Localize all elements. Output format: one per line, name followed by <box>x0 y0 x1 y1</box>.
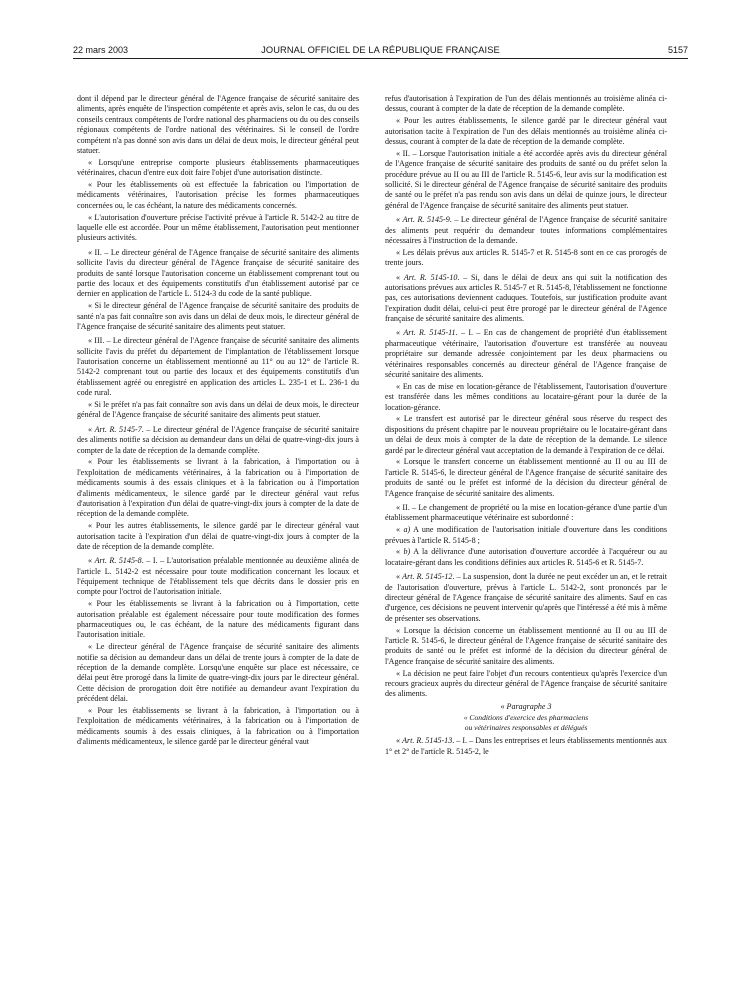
text-run: « L'autorisation d'ouverture précise l'activité prévue à l'article R. 5142-2 au titre de laquelle elle est accordée. Pour un même établissement, l'autorisation peut mentionner plusieurs activités. <box>77 212 359 243</box>
paragraph <box>385 736 667 757</box>
paragraph <box>77 301 359 332</box>
text-run: « <box>396 572 403 582</box>
paragraph <box>385 547 667 568</box>
italic-text: Art. R. 5145-8 <box>94 556 142 566</box>
text-run: « Conditions d'exercice des pharmaciens <box>463 713 589 722</box>
text-run: « <box>88 556 95 566</box>
paragraph <box>385 215 667 246</box>
italic-text: a) <box>403 525 411 535</box>
paragraph <box>77 706 359 748</box>
paragraph <box>385 94 667 115</box>
right-text-column <box>385 94 667 984</box>
text-run: dont il dépend par le directeur général de l'Agence française de sécurité sanitaire des aliments, après enquête de l'inspection compétente et après avis, selon le cas, du ou des conseils centraux compétents de l'ordre national des pharmaciens ou du ou des conseils régionaux compétents de l'ordre national des vétérinaires. Si le conseil de l'ordre compétent n'a pas donné son avis dans un délai de deux mois, le directeur général peut statuer. <box>77 94 359 155</box>
paragraph <box>77 248 359 300</box>
text-run: « <box>396 525 404 535</box>
paragraph <box>385 723 667 733</box>
paragraph <box>385 669 667 700</box>
paragraph <box>77 556 359 598</box>
paragraph <box>77 425 359 456</box>
text-run: . – I. – L'autorisation préalable mentionnée au deuxième alinéa de l'article L. 5142-2 est nécessaire pour toute modification concernant les locaux et l'équipement technique de l'établissement tels que décrits dans le dossier pris en compte pour l'octroi de l'autorisation initiale. <box>77 556 359 597</box>
italic-text: Art. R. 5145-11 <box>403 328 456 338</box>
text-run: « Pour les établissements se livrant à la fabrication ou à l'importation, cette autorisation préalable est également nécessaire pour toute modification des formes pharmaceutiques ou, le cas échéant, de la nature des médicaments figurant dans l'autorisation initiale. <box>77 599 359 640</box>
text-run: . – Si, dans le délai de deux ans qui suit la notification des autorisations prévues aux articles R. 5145-7 et R. 5145-8, l'établissement ne fonctionne pas, ces autorisations deviennent caduques. Toutefois, sur justification produite avant l'expiration dudit délai, celui-ci peut être prorogé par le directeur général de l'Agence française de sécurité sanitaire des aliments. <box>385 272 667 323</box>
italic-text: Art. R. 5145-7 <box>94 424 142 434</box>
text-run: « Lorsque le transfert concerne un établissement mentionné au II ou au III de l'article R. 5145-6, le directeur général de l'Agence française de sécurité sanitaire des produits de santé ou le préfet est informé de la décision du directeur général de l'Agence française de sécurité sanitaire des aliments. <box>385 457 667 498</box>
text-run: « Les délais prévus aux articles R. 5145-7 et R. 5145-8 sont en ce cas prorogés de trente jours. <box>385 247 667 268</box>
text-run: « Pour les autres établissements, le silence gardé par le directeur général vaut autorisation tacite à l'expiration de l'un des délais mentionnés au troisième alinéa ci-dessus, courant à compter de la date de réception de la demande complète. <box>385 116 667 146</box>
text-run: « Lorsque la décision concerne un établissement mentionné au II ou au III de l'article R. 5145-6, le directeur général de l'Agence française de sécurité sanitaire des produits de santé ou le préfet est informé de la décision du directeur général de l'Agence française de sécurité sanitaire des aliments. <box>385 625 667 666</box>
text-run: A une modification de l'autorisation initiale d'ouverture dans les conditions prévues à l'article R. 5145-8 ; <box>385 525 667 545</box>
paragraph <box>77 94 359 156</box>
paragraph <box>385 525 667 546</box>
italic-text: Art. R. 5145-13 <box>402 736 453 746</box>
text-run: « Si le directeur général de l'Agence française de sécurité sanitaire des produits de santé n'a pas fait connaître son avis dans un délai de deux mois, le directeur général de l'Agence française de sécurité sanitaire des aliments peut statuer. <box>77 301 359 331</box>
text-run: « En cas de mise en location-gérance de l'établissement, l'autorisation d'ouverture est transférée dans les mêmes conditions au locataire-gérant pour la durée de la location-gérance. <box>385 381 667 412</box>
paragraph <box>77 336 359 398</box>
paragraph <box>385 273 667 325</box>
text-run: . – Le directeur général de l'Agence française de sécurité sanitaire des aliments notifie sa décision au demandeur dans un délai de quatre-vingt-dix jours à compter de la date de réception de la demande complète. <box>77 424 359 455</box>
text-run: « <box>396 272 404 282</box>
paragraph <box>77 180 359 211</box>
text-run: « Pour les établissements se livrant à la fabrication, à l'importation ou à l'exploitation de médicaments vétérinaires, à la fabrication ou à l'importation de médicaments soumis à des essais cliniques et à la fabrication ou à l'importation d'aliments médicamenteux, le silence gardé par le directeur général vaut refus d'autorisation à l'expiration d'un délai de quatre-vingt-dix jours à compter de la date de réception de la demande complète. <box>77 457 359 519</box>
page-header <box>73 44 688 59</box>
text-run: refus d'autorisation à l'expiration de l'un des délais mentionnés au troisième alinéa ci-dessus, courant à compter de la date de réception de la demande complète. <box>385 94 667 114</box>
paragraph <box>77 599 359 641</box>
paragraph <box>77 521 359 552</box>
paragraph <box>385 702 667 712</box>
text-run: « Pour les établissements se livrant à la fabrication, à l'importation ou à l'exploitation de médicaments vétérinaires, à la fabrication ou à l'importation de médicaments soumis à des essais cliniques, à la fabrication ou à l'importation d'aliments médicamenteux, le silence gardé par le directeur général vaut <box>77 706 359 747</box>
italic-text: b) <box>403 547 411 557</box>
left-text-column <box>77 94 359 984</box>
text-run: « Lorsqu'une entreprise comporte plusieurs établissements pharmaceutiques vétérinaires, chacun d'entre eux doit faire l'objet d'une autorisation distincte. <box>77 157 359 178</box>
paragraph <box>77 158 359 179</box>
text-run: « II. – Le changement de propriété ou la mise en location-gérance d'une partie d'un établissement pharmaceutique vétérinaire est subordonné : <box>385 502 667 523</box>
text-run: « <box>396 328 404 338</box>
paragraph <box>77 213 359 244</box>
text-run: « La décision ne peut faire l'objet d'un recours contentieux qu'après l'exercice d'un recours gracieux auprès du directeur général de l'Agence française de sécurité sanitaire des aliments. <box>385 668 667 699</box>
text-run: « III. – Le directeur général de l'Agence française de sécurité sanitaire des aliments sollicite l'avis du préfet du département de l'implantation de l'établissement lorsque l'autorisation concerne un établissement mentionné au 11° ou au 12° de l'article R. 5142-2 comprenant tout ou partie des locaux et des équipements constitutifs d'un établissement agréé ou enregistré en application des articles L. 235-1 et L. 236-1 du code rural. <box>77 336 359 398</box>
text-run: « Si le préfet n'a pas fait connaître son avis dans un délai de deux mois, le directeur général de l'Agence française de sécurité sanitaire des aliments peut statuer. <box>77 400 359 420</box>
header-page-number: 5157 <box>667 45 688 55</box>
text-run: « Le transfert est autorisé par le directeur général sous réserve du respect des dispositions du présent chapitre par le nouveau propriétaire ou le locataire-gérant dans un délai de deux mois à compter de la date de réception de la demande. Le silence gardé par le directeur général vaut acceptation de la demande à l'expiration de ce délai. <box>385 414 667 455</box>
paragraph <box>385 149 667 211</box>
paragraph <box>77 642 359 704</box>
paragraph <box>385 328 667 380</box>
paragraph <box>385 572 667 624</box>
text-run: « <box>396 736 403 746</box>
text-run: . – Le directeur général de l'Agence française de sécurité sanitaire des aliments peut requérir du demandeur toutes informations complémentaires nécessaires à l'instruction de la demande. <box>385 215 667 245</box>
italic-text: Art. R. 5145-12 <box>402 572 453 582</box>
paragraph <box>385 116 667 147</box>
paragraph <box>385 626 667 668</box>
paragraph <box>385 382 667 413</box>
paragraph <box>385 414 667 456</box>
text-run: . – I. – En cas de changement de propriété d'un établissement pharmaceutique vétérinaire, l'autorisation d'ouverture est transférée au nouveau propriétaire sur demande adressée conjointement par les deux pharmaciens ou vétérinaires responsables concernés au directeur général de l'Agence française de sécurité sanitaire des aliments. <box>385 328 667 379</box>
text-run: « <box>500 701 507 711</box>
text-run: . – La suspension, dont la durée ne peut excéder un an, et le retrait de l'autorisation d'ouverture, prévus à l'article L. 5142-2, sont prononcés par le directeur général de l'Agence française de sécurité sanitaire des aliments. Sauf en cas d'urgence, ces décisions ne peuvent intervenir qu'après que l'intéressé a été mis à même de présenter ses observations. <box>385 572 667 623</box>
text-run: ou vétérinaires responsables et délégués <box>464 722 588 732</box>
italic-text: Art. R. 5145-10 <box>403 272 458 282</box>
header-journal-title: JOURNAL OFFICIEL DE LA RÉPUBLIQUE FRANÇAISE <box>261 45 500 55</box>
paragraph <box>385 248 667 269</box>
text-run: « <box>396 547 404 557</box>
text-run: « <box>88 424 95 434</box>
italic-text: Art. R. 5145-9 <box>402 215 450 225</box>
paragraph <box>385 457 667 499</box>
italic-text: Paragraphe 3 <box>506 701 552 711</box>
header-date: 22 mars 2003 <box>73 45 129 55</box>
paragraph <box>77 400 359 421</box>
text-run: « <box>396 215 403 225</box>
text-run: « Pour les autres établissements, le silence gardé par le directeur général vaut autorisation tacite à l'expiration d'un délai de quatre-vingt-dix jours à compter de la date de réception de la demande complète. <box>77 521 359 551</box>
text-run: « II. – Le directeur général de l'Agence française de sécurité sanitaire des aliments sollicite l'avis du directeur général de l'Agence française de sécurité sanitaire des produits de santé lorsque l'autorisation concerne un établissement comprenant tout ou partie des locaux et des équipements constitutifs d'un établissement autorisé par ce dernier en application de l'article L. 5124-3 du code de la santé publique. <box>77 247 359 299</box>
paragraph <box>385 713 667 723</box>
text-run: « Le directeur général de l'Agence française de sécurité sanitaire des aliments notifie sa décision au demandeur dans un délai de trente jours à compter de la date de réception de la demande complète. Lorsqu'une enquête sur place est nécessaire, ce délai peut être prorogé dans la limite de quatre-vingt-dix jours par le directeur général. Cette décision de prorogation doit être notifiée au demandeur avant l'expiration du précédent délai. <box>77 642 359 704</box>
paragraph <box>77 457 359 519</box>
text-run: « Pour les établissements où est effectuée la fabrication ou l'importation de médicaments vétérinaires, l'autorisation précise les formes pharmaceutiques concernées ou, le cas échéant, la nature des médicaments concernés. <box>77 180 359 210</box>
text-run: A la délivrance d'une autorisation d'ouverture accordée à l'acquéreur ou au locataire-gérant dans les conditions définies aux articles R. 5145-6 et R. 5145-7. <box>385 547 667 567</box>
text-run: « II. – Lorsque l'autorisation initiale a été accordée après avis du directeur général de l'Agence française de sécurité sanitaire des produits de santé ou du préfet selon la procédure prévue au II ou au III de l'article R. 5145-6, leur avis sur la modification est sollicité. Si le directeur général de l'Agence française de sécurité sanitaire des produits de santé ou le préfet n'a pas rendu son avis dans un délai de quinze jours, le directeur général de l'Agence française de sécurité sanitaire des aliments peut statuer. <box>385 148 667 210</box>
text-run: . – I. – Dans les entreprises et leurs établissements mentionnés aux 1° et 2° de l'article R. 5145-2, le <box>385 736 667 756</box>
paragraph <box>385 503 667 524</box>
